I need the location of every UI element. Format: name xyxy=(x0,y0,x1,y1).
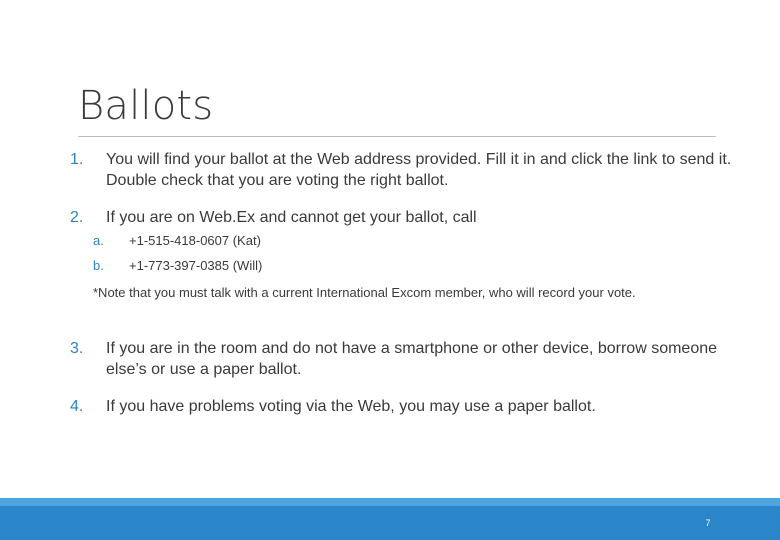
phone-number-will: +1-773-397-0385 (Will) xyxy=(129,258,263,273)
list-item xyxy=(70,338,750,380)
list-item-text: You will find your ballot at the Web address provided. Fill it in and click the link to send it. Double check that you are voting the right ballot. xyxy=(106,151,732,189)
footer-bar xyxy=(0,506,780,540)
sub-list-letter: b. xyxy=(93,258,104,273)
page-number: 7 xyxy=(705,518,711,528)
slide-title: Ballots xyxy=(78,83,214,129)
list-item-text: If you are in the room and do not have a smartphone or other device, borrow someone else’s or use a paper ballot. xyxy=(106,340,718,378)
title-divider xyxy=(78,136,716,137)
list-number: 2. xyxy=(70,209,84,226)
list-item xyxy=(70,207,750,228)
sub-list-item xyxy=(93,232,261,250)
sub-list-item xyxy=(93,257,262,275)
sub-list-letter: a. xyxy=(93,233,104,248)
list-number: 1. xyxy=(70,151,84,168)
list-item-text: If you are on Web.Ex and cannot get your ballot, call xyxy=(106,209,477,226)
phone-number-kat: +1-515-418-0607 (Kat) xyxy=(129,233,261,248)
footer-accent-band xyxy=(0,498,780,506)
note-text: *Note that you must talk with a current International Excom member, who will record your vote. xyxy=(93,285,636,300)
list-item xyxy=(70,149,750,191)
list-item-text: If you have problems voting via the Web, you may use a paper ballot. xyxy=(106,398,596,415)
list-number: 4. xyxy=(70,398,84,415)
list-item xyxy=(70,396,750,417)
list-number: 3. xyxy=(70,340,84,357)
